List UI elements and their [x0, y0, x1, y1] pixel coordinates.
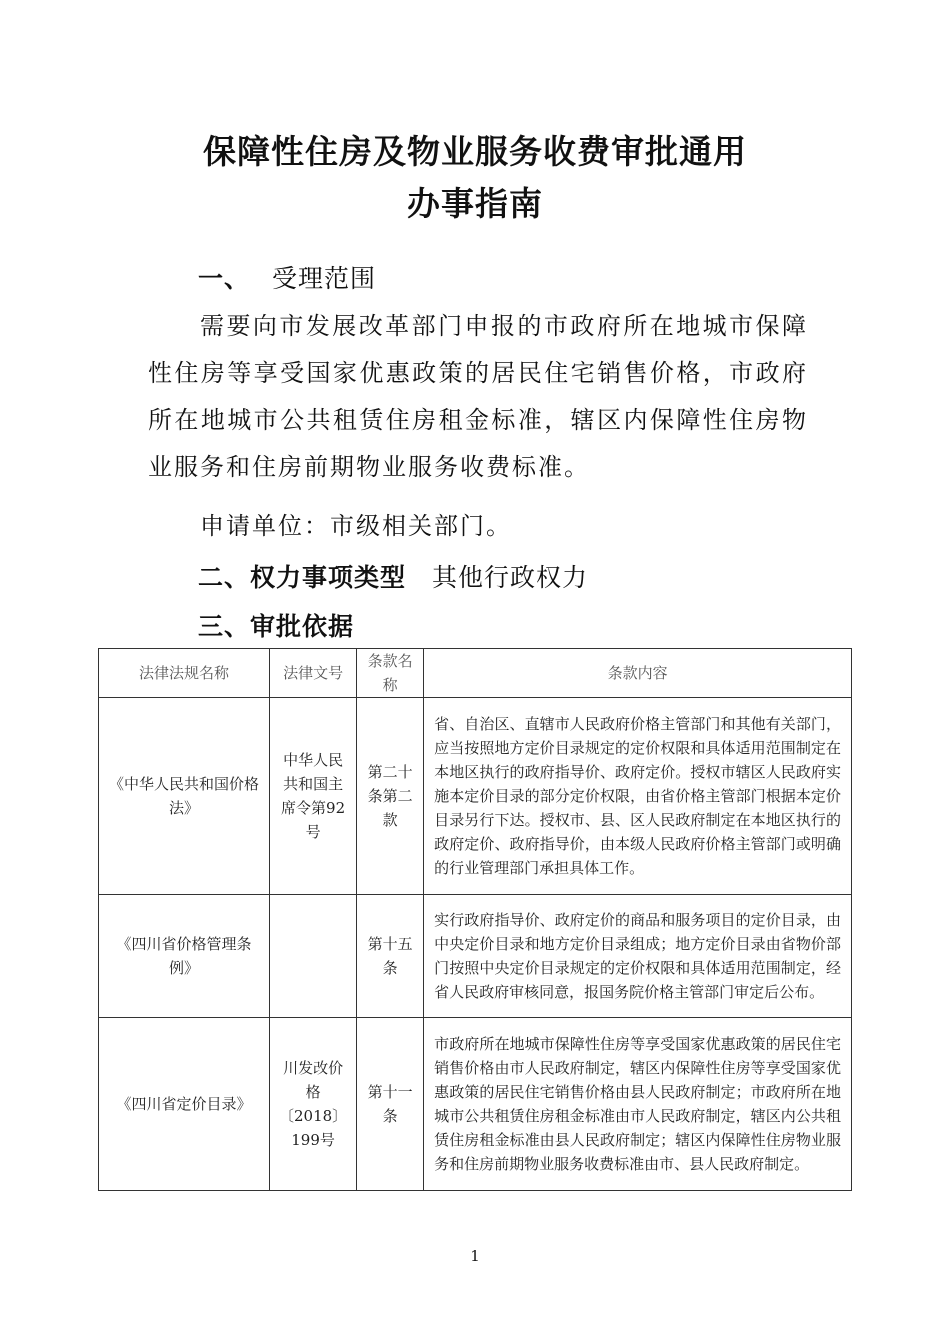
section-3-heading: 三、审批依据	[198, 612, 355, 641]
document-title-line-2: 办事指南	[407, 184, 543, 223]
doc-no-cell	[270, 895, 357, 1018]
content-cell: 市政府所在地城市保障性住房等享受国家优惠政策的居民住宅销售价格由市人民政府制定，辖区内保障性住房等享受国家优惠政策的居民住宅销售价格由县人民政府制定；市政府所在地城市公共租赁住房租金标准由市人民政府制定，辖区内公共租赁住房租金标准由县人民政府制定；辖区内保障性住房物业服务和住房前期物业服务收费标准由市、县人民政府制定。	[424, 1018, 852, 1191]
clause-cell: 第十一条	[357, 1018, 424, 1191]
clause-cell: 第十五条	[357, 895, 424, 1018]
table-header-row	[99, 649, 852, 698]
header-doc-no: 法律文号	[270, 649, 357, 698]
document-title-line-1: 保障性住房及物业服务收费审批通用	[203, 132, 747, 171]
content-cell: 省、自治区、直辖市人民政府价格主管部门和其他有关部门，应当按照地方定价目录规定的定价权限和具体适用范围制定在本地区执行的政府指导价、政府定价。授权市辖区人民政府实施本定价目录的部分定价权限，由省价格主管部门根据本定价目录另行下达。授权市、县、区人民政府制定在本地区执行的政府定价、政府指导价，由本级人民政府价格主管部门或明确的行业管理部门承担具体工作。	[424, 698, 852, 895]
approval-basis-table	[98, 648, 852, 1191]
section-2-label: 二、权力事项类型	[198, 563, 407, 592]
header-clause-name: 条款名称	[357, 649, 424, 698]
law-name-cell: 《中华人民共和国价格法》	[99, 698, 270, 895]
law-name-cell: 《四川省定价目录》	[99, 1018, 270, 1191]
header-law-name: 法律法规名称	[99, 649, 270, 698]
header-clause-content: 条款内容	[424, 649, 852, 698]
section-1-label: 受理范围	[272, 264, 377, 293]
page-number: 1	[470, 1247, 480, 1265]
law-name-cell: 《四川省价格管理条例》	[99, 895, 270, 1018]
scope-paragraph: 需要向市发展改革部门申报的市政府所在地城市保障性住房等享受国家优惠政策的居民住宅销售价格，市政府所在地城市公共租赁住房租金标准，辖区内保障性住房物业服务和住房前期物业服务收费标准。	[148, 312, 808, 481]
doc-no-cell: 中华人民共和国主席令第92号	[270, 698, 357, 895]
table-row	[99, 698, 852, 895]
section-2-heading	[198, 558, 588, 594]
section-1-number: 一、	[198, 264, 251, 293]
content-cell: 实行政府指导价、政府定价的商品和服务项目的定价目录，由中央定价目录和地方定价目录组成；地方定价目录由省物价部门按照中央定价目录规定的定价权限和具体适用范围制定，经省人民政府审核同意，报国务院价格主管部门审定后公布。	[424, 895, 852, 1018]
section-1-heading	[198, 259, 376, 295]
table-row	[99, 895, 852, 1018]
table-row	[99, 1018, 852, 1191]
doc-no-cell: 川发改价格〔2018〕199号	[270, 1018, 357, 1191]
clause-cell: 第二十条第二款	[357, 698, 424, 895]
applicant-line: 申请单位：市级相关部门。	[200, 512, 512, 540]
section-2-value: 其他行政权力	[432, 563, 589, 592]
